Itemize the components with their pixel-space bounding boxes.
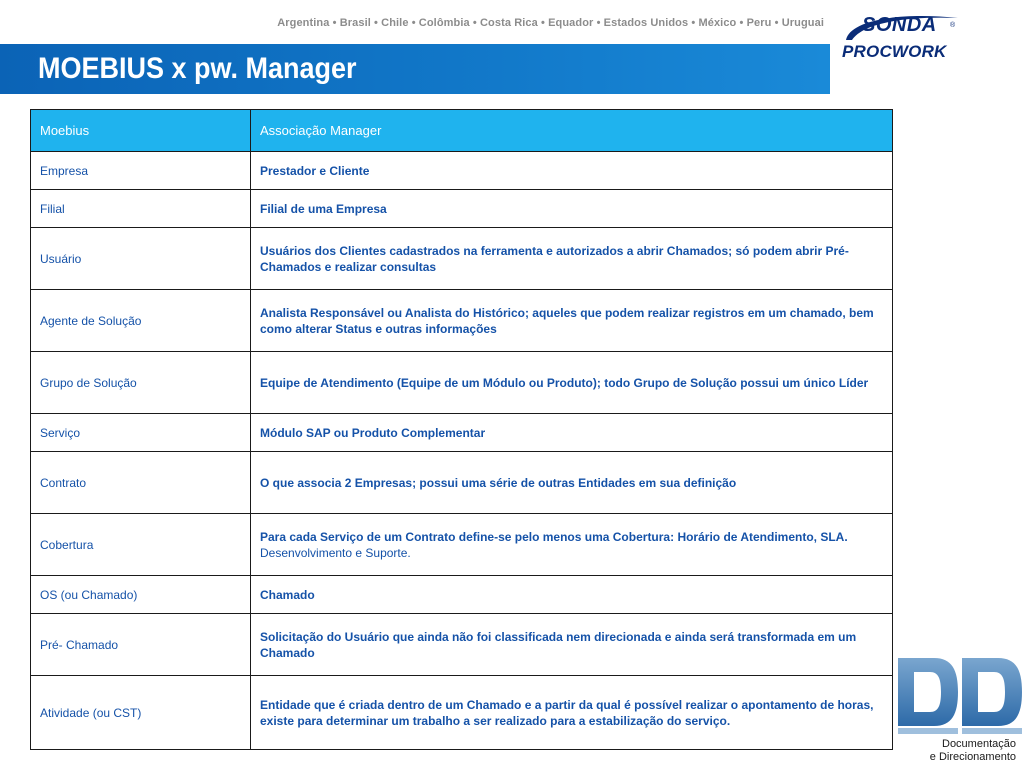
- entity-cell: Contrato: [31, 452, 251, 514]
- entity-cell: Atividade (ou CST): [31, 676, 251, 750]
- association-cell: [251, 352, 893, 414]
- association-cell: [251, 514, 893, 576]
- association-cell: [251, 676, 893, 750]
- table-row: [31, 152, 893, 190]
- association-text: Prestador e Cliente: [260, 163, 370, 178]
- association-text: Entidade que é criada dentro de um Chamado e a partir da qual é possível realizar o apontamento de horas, existe para determinar um trabalho a ser realizado para a estabilização do serviço.: [260, 697, 874, 728]
- association-text: Usuários dos Clientes cadastrados na ferramenta e autorizados a abrir Chamados; só podem abrir Pré-Chamados e realizar consultas: [260, 243, 849, 274]
- logo-registered-mark: ®: [950, 22, 956, 29]
- entity-cell: Grupo de Solução: [31, 352, 251, 414]
- entity-cell: Cobertura: [31, 514, 251, 576]
- table-row: [31, 190, 893, 228]
- dd-logo: [896, 654, 1024, 768]
- association-text: Solicitação do Usuário que ainda não foi classificada nem direcionada e ainda será transformada em um Chamado: [260, 629, 857, 660]
- association-cell: [251, 614, 893, 676]
- dd-caption-line1: Documentação: [942, 738, 1016, 750]
- association-cell: [251, 228, 893, 290]
- table-row: [31, 352, 893, 414]
- association-text: Analista Responsável ou Analista do Histórico; aqueles que podem realizar registros em um chamado, bem como alterar Status e outras informações: [260, 305, 874, 336]
- association-text: O que associa 2 Empresas; possui uma série de outras Entidades em sua definição: [260, 475, 737, 490]
- association-cell: [251, 290, 893, 352]
- column-header-moebius: Moebius: [31, 110, 251, 152]
- association-text: Equipe de Atendimento (Equipe de um Módulo ou Produto); todo Grupo de Solução possui um único Líder: [260, 375, 869, 390]
- table-row: [31, 452, 893, 514]
- entity-cell: Empresa: [31, 152, 251, 190]
- association-text: Filial de uma Empresa: [260, 201, 387, 216]
- table-row: [31, 228, 893, 290]
- association-text: Para cada Serviço de um Contrato define-se pelo menos uma Cobertura: Horário de Atendimento, SLA.: [260, 529, 848, 544]
- dd-caption-line2: e Direcionamento: [929, 751, 1016, 763]
- association-text: Chamado: [260, 587, 315, 602]
- table-row: [31, 676, 893, 750]
- association-cell: [251, 452, 893, 514]
- title-bar: [0, 44, 830, 94]
- table-row: [31, 614, 893, 676]
- countries-list: Argentina • Brasil • Chile • Colômbia • Costa Rica • Equador • Estados Unidos • México • Peru • Uruguai: [277, 17, 824, 29]
- association-cell: [251, 576, 893, 614]
- entity-cell: Serviço: [31, 414, 251, 452]
- dd-letters-icon: [896, 654, 1024, 738]
- logo-procwork-text: PROCWORK: [842, 42, 947, 61]
- page-title: MOEBIUS x pw. Manager: [38, 52, 357, 85]
- entity-cell: Pré- Chamado: [31, 614, 251, 676]
- association-cell: [251, 152, 893, 190]
- association-cell: [251, 414, 893, 452]
- table-row: [31, 514, 893, 576]
- sonda-procwork-logo: [840, 10, 980, 70]
- table-row: [31, 576, 893, 614]
- table-row: [31, 414, 893, 452]
- entity-cell: Usuário: [31, 228, 251, 290]
- association-cell: [251, 190, 893, 228]
- association-table: [30, 109, 893, 750]
- logo-sonda-text: SONDA: [862, 14, 937, 36]
- entity-cell: Filial: [31, 190, 251, 228]
- entity-cell: OS (ou Chamado): [31, 576, 251, 614]
- table-header-row: [31, 110, 893, 152]
- association-text-plain: Desenvolvimento e Suporte.: [260, 545, 411, 560]
- association-text: Módulo SAP ou Produto Complementar: [260, 425, 486, 440]
- table-row: [31, 290, 893, 352]
- entity-cell: Agente de Solução: [31, 290, 251, 352]
- column-header-associacao: Associação Manager: [251, 110, 893, 152]
